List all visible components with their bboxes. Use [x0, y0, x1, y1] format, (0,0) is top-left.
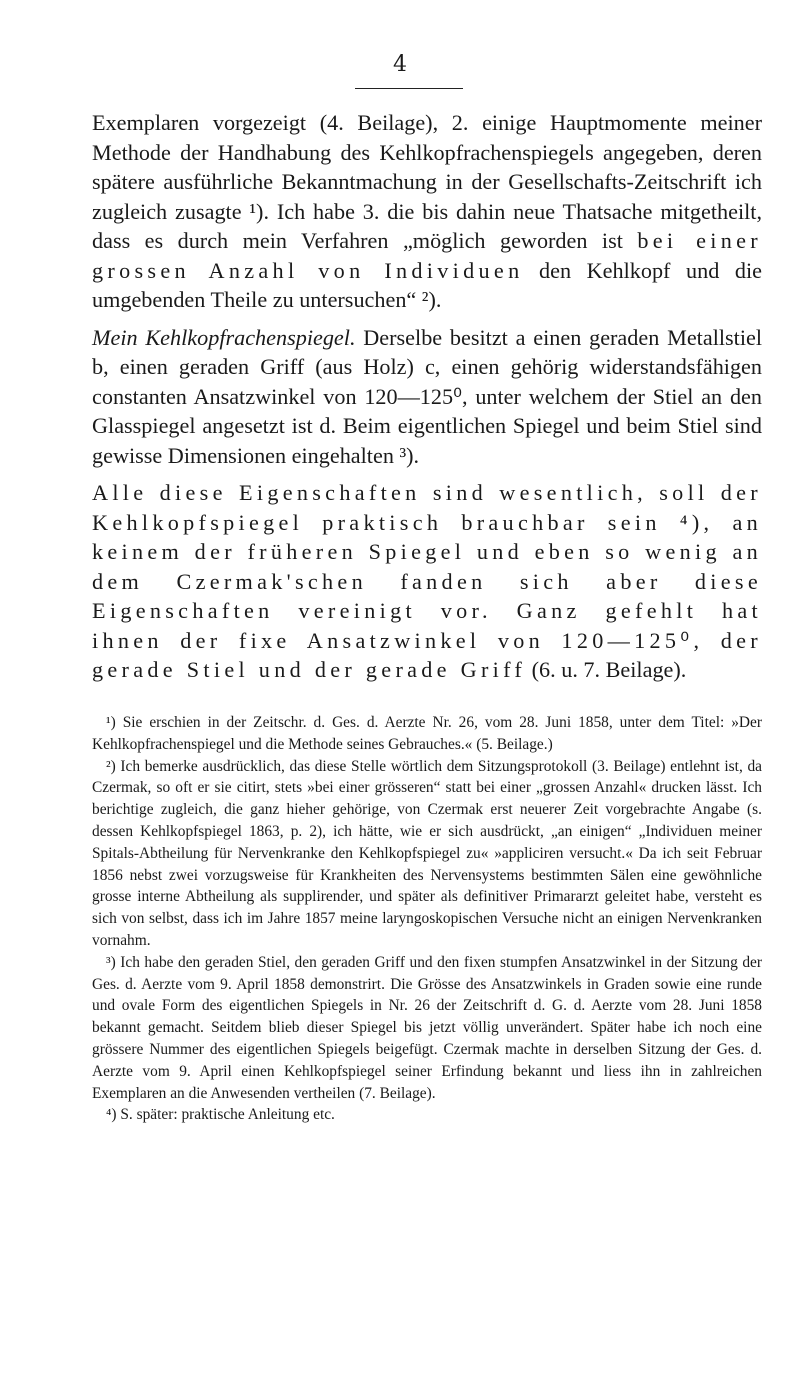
paragraph-2-text: Derselbe besitzt a einen geraden Metallstiel b, einen geraden Griff (aus Holz) c, einen gehörig widerstandsfähigen constanten Ansatzwinkel von 120—125⁰, unter welchem der Stiel an den Glasspiegel angesetzt ist d. Beim eigentlichen Spiegel und beim Stiel sind gewisse Dimensionen eingehalten ³).	[92, 324, 762, 468]
paragraph-3-emphasis: Alle diese Eigenschaften sind wesentlich, soll der Kehlkopfspiegel praktisch brauchbar sein ⁴), an keinem der früheren Spiegel und eben so wenig an dem Czermak'schen fanden sich aber diese Eigenschaften vereinigt vor. Ganz gefehlt hat ihnen der fixe Ansatzwinkel von 120—125⁰, der gerade Stiel und der gerade Griff	[92, 480, 762, 682]
footnote-1: ¹) Sie erschien in der Zeitschr. d. Ges. d. Aerzte Nr. 26, vom 28. Juni 1858, unter dem Titel: »Der Kehlkopfrachenspiegel und die Methode seines Gebrauches.« (5. Beilage.)	[92, 714, 762, 753]
paragraph-3-end: (6. u. 7. Beilage).	[526, 657, 687, 682]
footnotes	[92, 712, 762, 1126]
paragraph-1-emphasis: bei einer grossen Anzahl von Individuen	[92, 228, 762, 283]
section-title: Mein Kehlkopfrachenspiegel.	[92, 324, 356, 350]
paragraph-1-text: Exemplaren vorgezeigt (4. Beilage), 2. einige Hauptmomente meiner Methode der Handhabung des Kehlkopfrachenspiegels angegeben, deren spätere ausführliche Bekanntmachung in der Gesellschafts-Zeitschrift ich zugleich zusagte ¹). Ich habe 3. die bis dahin neue Thatsache mitgetheilt, dass es durch mein Verfahren „möglich geworden ist	[92, 110, 762, 253]
header-rule	[355, 88, 463, 89]
footnote-4: ⁴) S. später: praktische Anleitung etc.	[106, 1106, 335, 1124]
main-text	[92, 108, 762, 685]
paragraph-1	[92, 108, 762, 315]
paragraph-2	[92, 323, 762, 471]
page-number: 4	[393, 52, 407, 77]
paragraph-1-end: den Kehlkopf und die umgebenden Theile zu untersuchen“ ²).	[92, 257, 762, 312]
footnote-3: ³) Ich habe den geraden Stiel, den geraden Griff und den fixen stumpfen Ansatzwinkel in der Sitzung der Ges. d. Aerzte vom 9. April 1858 demonstrirt. Die Grösse des Ansatzwinkels in Graden sowie eine runde und ovale Form des eigentlichen Spiegels in Nr. 26 der Zeitschrift d. G. d. Aerzte vom 28. Juni 1858 bekannt gemacht. Seitdem blieb dieser Spiegel bis jetzt völlig unverändert. Später habe ich noch eine grössere Nummer des eigentlichen Spiegels beigefügt. Czermak machte in derselben Sitzung der Ges. d. Aerzte vom 9. April einen Kehlkopfspiegel seiner Erfindung bekannt und liess ihn in zahlreichen Exemplaren an die Anwesenden vertheilen (7. Beilage).	[92, 953, 762, 1102]
paragraph-3	[92, 478, 762, 685]
footnote-2: ²) Ich bemerke ausdrücklich, das diese Stelle wörtlich dem Sitzungsprotokoll (3. Beilage) entlehnt ist, da Czermak, so oft er sie citirt, stets »bei einer grösseren“ statt bei einer „grossen Anzahl« drucken lässt. Ich berichtige zugleich, die ganz hieher gehörige, von Czermak erst neuerer Zeit vorgebrachte Angabe (s. dessen Kehlkopfspiegel 1863, p. 2), ich hätte, wie er sich ausdrückt, „an einigen“ „Individuen meiner Spitals-Abtheilung für Nervenkranke den Kehlkopfspiegel zu« »appliciren versucht.« Da ich seit Februar 1856 nebst zwei vorzugsweise für Krankheiten des Nervensystems bestimmten Sälen eine gewöhnliche grosse interne Abtheilung als supplirender, und später als definitiver Primararzt geleitet habe, versteht es sich von selbst, dass ich im Jahre 1857 meine laryngoskopischen Versuche nicht an einigen Nervenkranken vornahm.	[92, 757, 762, 949]
